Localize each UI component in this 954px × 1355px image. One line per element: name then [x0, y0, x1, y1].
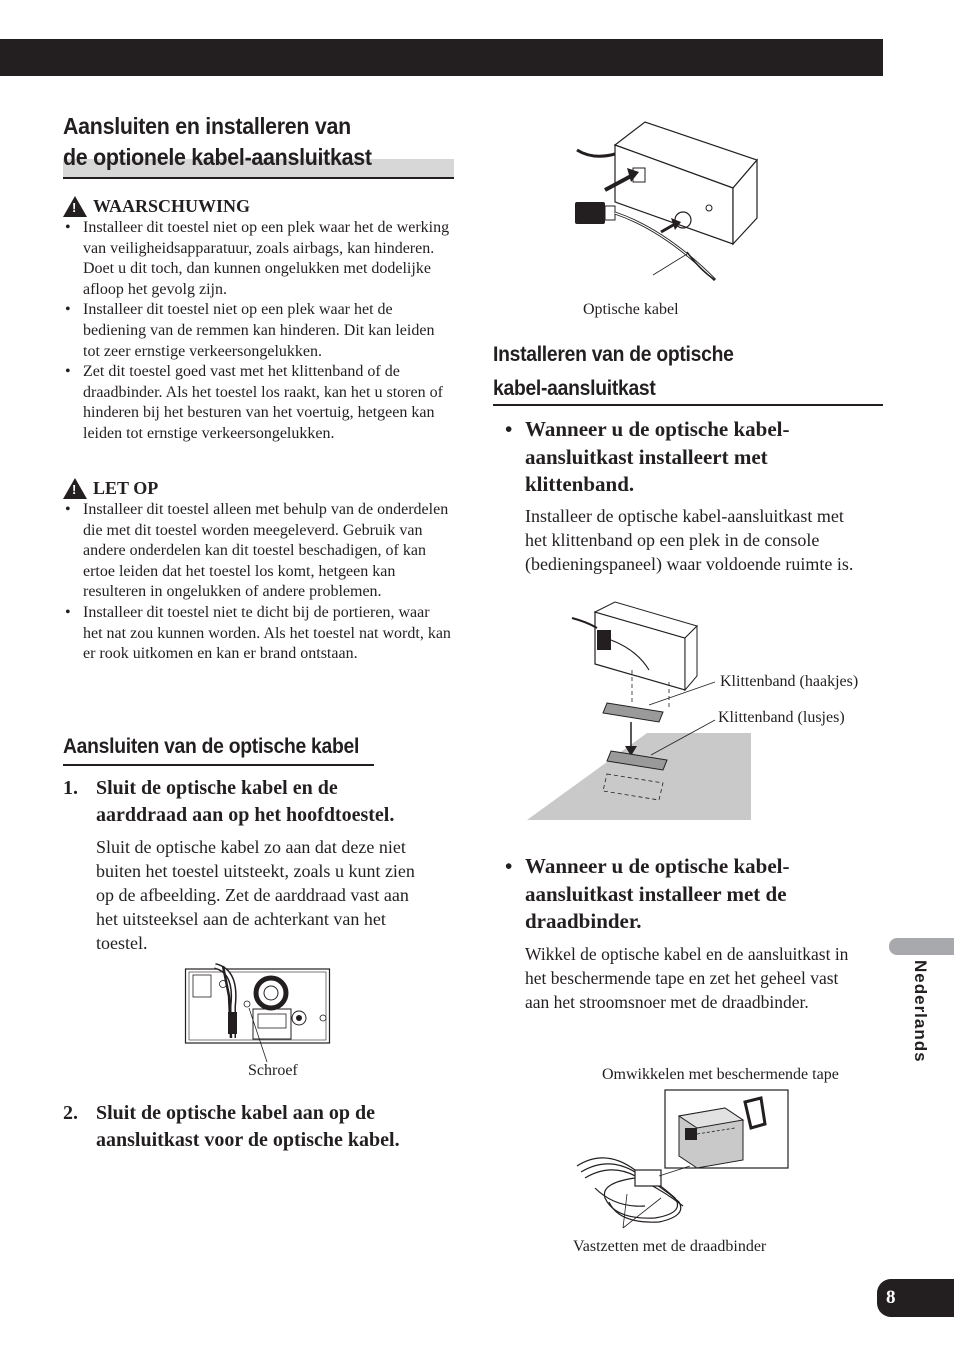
list-item: • Installeer dit toestel alleen met behulp van de onderdelen die met dit toestel worden meegeleverd. Gebruik van andere onderdelen kan dit toestel beschadigen, of kan ertoe leiden dat het toestel los komt, hetgeen kan resulteren in ongelukken of andere problemen.	[63, 500, 453, 603]
connect-heading: Aansluiten van de optische kabel	[63, 735, 360, 758]
velcro-hooks-label: Klittenband (haakjes)	[720, 673, 859, 690]
tape-label: Omwikkelen met beschermende tape	[602, 1066, 839, 1083]
tape-binder-figure	[575, 1088, 790, 1238]
bullet-2-text: Wikkel de optische kabel en de aansluitkast in het beschermende tape en zet het geheel vast aan het stroomsnoer met de draadbinder.	[525, 944, 849, 1012]
list-item: • Installeer dit toestel niet op een plek waar het de werking van veiligheidsapparatuur, zoals airbags, kan hinderen. Doet u dit toch, dan kunnen ongelukken met dodelijke afloop het gevolg zijn.	[63, 218, 453, 300]
connect-heading-rule	[63, 764, 374, 766]
step-1-text: Sluit de optische kabel zo aan dat deze niet buiten het toestel uitsteekt, zoals u kunt zien op de afbeelding. Zet de aarddraad vast aan het uitsteeksel aan de achterkant van het toestel.	[96, 837, 415, 953]
bullet-1-text: Installeer de optische kabel-aansluitkast met het klittenband op een plek in de console (bedieningspaneel) waar voldoende ruimte is.	[525, 506, 854, 574]
caution-block	[63, 478, 453, 665]
header-bar	[0, 39, 883, 76]
junction-box-figure	[575, 120, 760, 295]
bullet-1-title: • Wanneer u de optische kabel-aansluitkast installeert met klittenband.	[505, 417, 790, 496]
caution-icon: !	[63, 478, 87, 499]
caution-title: ! LET OP	[63, 478, 453, 499]
screw-caption: Schroef	[248, 1062, 298, 1079]
caution-list	[63, 500, 453, 665]
step-2-title: 2. Sluit de optische kabel aan op de aansluitkast voor de optische kabel.	[63, 1102, 400, 1151]
install-heading: Installeren van de optische kabel-aansluitkast	[493, 343, 734, 400]
warning-list	[63, 218, 453, 445]
warning-icon: !	[63, 196, 87, 217]
page-title: Aansluiten en installeren van de optionele kabel-aansluitkast	[63, 113, 372, 170]
warning-title: ! WAARSCHUWING	[63, 196, 453, 217]
list-item: • Installeer dit toestel niet op een plek waar het de bediening van de remmen kan hinderen. Dit kan leiden tot zeer ernstige verkeersongelukken.	[63, 300, 453, 362]
velcro-loops-label: Klittenband (lusjes)	[718, 709, 845, 726]
install-heading-rule	[493, 404, 883, 406]
side-tab	[889, 938, 954, 955]
binder-label: Vastzetten met de draadbinder	[573, 1238, 767, 1255]
bullet-2-title: • Wanneer u de optische kabel-aansluitkast installeer met de draadbinder.	[505, 854, 790, 933]
list-item: • Zet dit toestel goed vast met het klittenband of de draadbinder. Als het toestel los raakt, kan het u storen of hinderen bij het besturen van het voertuig, hetgeen kan leiden tot ernstige verkeersongelukken.	[63, 362, 453, 444]
head-unit-figure	[185, 966, 330, 1044]
optical-cable-caption: Optische kabel	[583, 301, 679, 318]
page-number: 8	[877, 1279, 954, 1317]
language-tab: Nederlands	[911, 960, 930, 1063]
step-1-title: 1. Sluit de optische kabel en de aarddraad aan op het hoofdtoestel.	[63, 777, 395, 826]
list-item: • Installeer dit toestel niet te dicht bij de portieren, waar het nat zou kunnen worden. Als het toestel nat wordt, kan er rook uitkomen en kan er brand ontstaan.	[63, 603, 453, 665]
warning-block	[63, 196, 453, 445]
